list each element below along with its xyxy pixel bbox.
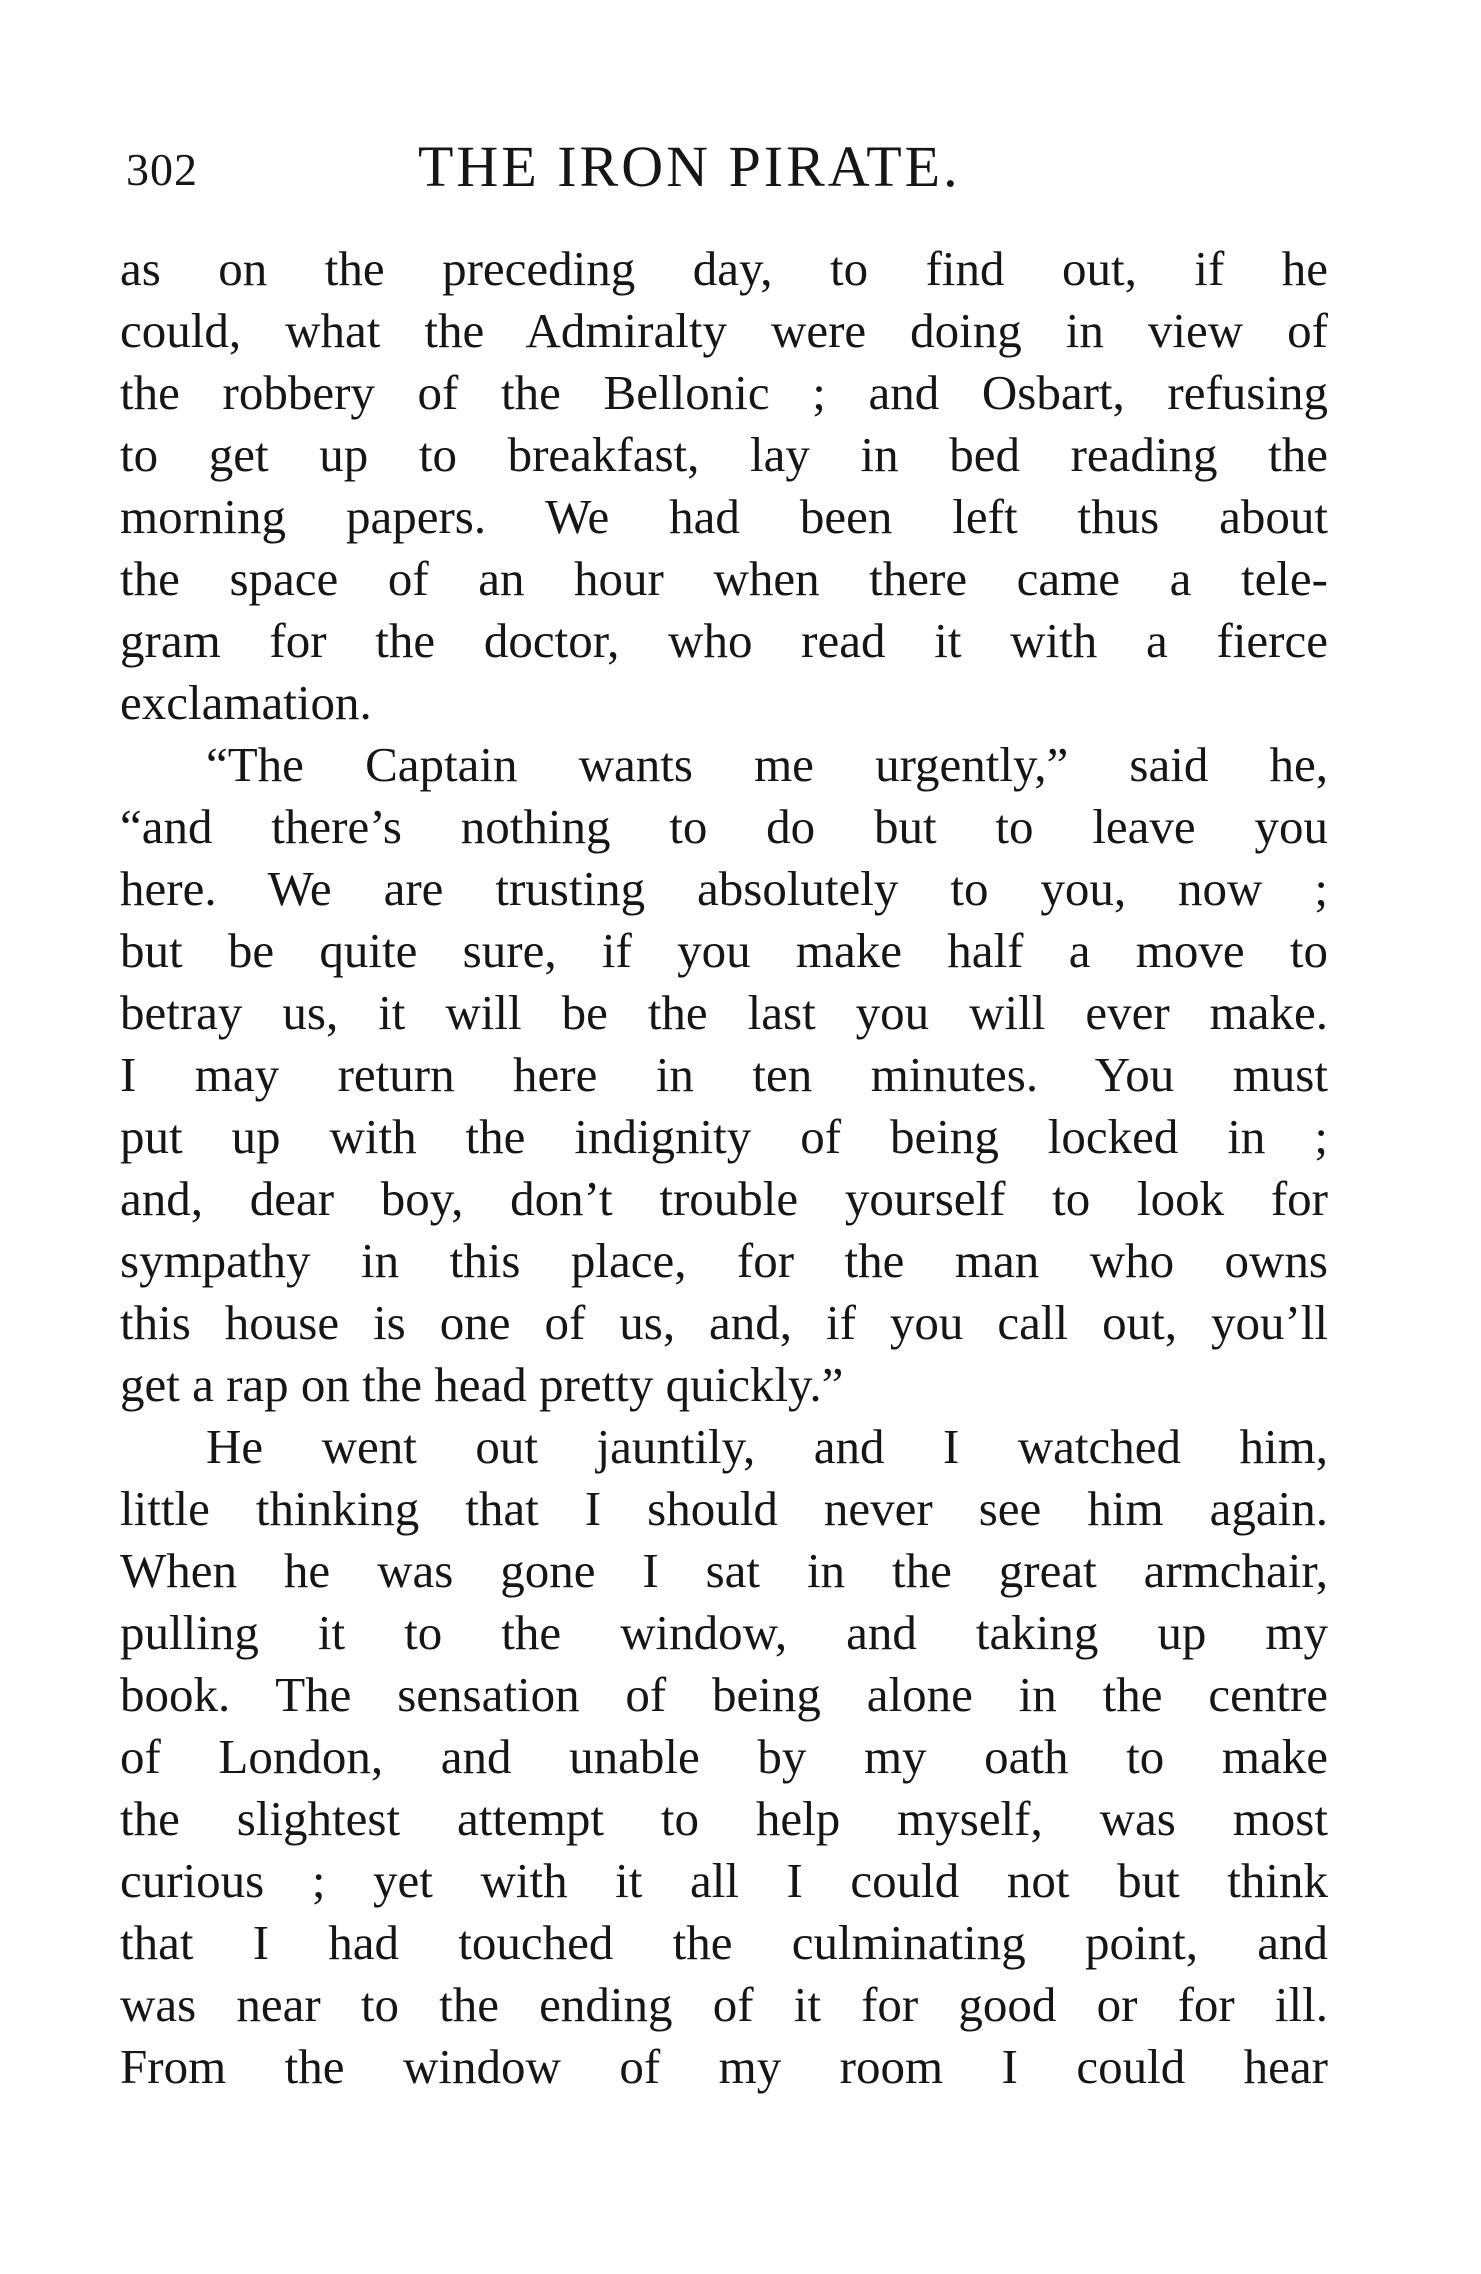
text-line: to get up to breakfast, lay in bed reading the — [120, 427, 1328, 482]
text-line: little thinking that I should never see him again. — [120, 1481, 1328, 1536]
text-line: I may return here in ten minutes. You must — [120, 1047, 1328, 1102]
text-line: was near to the ending of it for good or for ill. — [120, 1977, 1328, 2032]
text-line: the space of an hour when there came a tele- — [120, 551, 1328, 606]
text-line: betray us, it will be the last you will ever make. — [120, 985, 1328, 1040]
text-line: the slightest attempt to help myself, was most — [120, 1791, 1328, 1846]
text-line: this house is one of us, and, if you call out, you’ll — [120, 1295, 1328, 1350]
text-line: “and there’s nothing to do but to leave you — [120, 799, 1328, 854]
text-line: exclamation. — [120, 675, 372, 730]
text-line: sympathy in this place, for the man who owns — [120, 1233, 1328, 1288]
text-line: curious ; yet with it all I could not but think — [120, 1853, 1328, 1908]
text-line: “The Captain wants me urgently,” said he, — [206, 737, 1328, 792]
text-line: and, dear boy, don’t trouble yourself to look for — [120, 1171, 1328, 1226]
running-title: THE IRON PIRATE. — [418, 134, 961, 199]
text-line: When he was gone I sat in the great armchair, — [120, 1543, 1328, 1598]
text-line: as on the preceding day, to find out, if he — [120, 241, 1328, 296]
text-line: the robbery of the Bellonic ; and Osbart, refusing — [120, 365, 1328, 420]
text-line: gram for the doctor, who read it with a fierce — [120, 613, 1328, 668]
text-line: could, what the Admiralty were doing in view of — [120, 303, 1328, 358]
text-line: pulling it to the window, and taking up my — [120, 1605, 1328, 1660]
text-line: From the window of my room I could hear — [120, 2039, 1328, 2094]
body-text — [120, 238, 1328, 2098]
text-line: He went out jauntily, and I watched him, — [206, 1419, 1328, 1474]
text-line: get a rap on the head pretty quickly.” — [120, 1357, 844, 1412]
page-number: 302 — [126, 144, 198, 195]
text-line: put up with the indignity of being locked in ; — [120, 1109, 1328, 1164]
text-line: here. We are trusting absolutely to you, now ; — [120, 861, 1328, 916]
text-line: book. The sensation of being alone in the centre — [120, 1667, 1328, 1722]
text-line: of London, and unable by my oath to make — [120, 1729, 1328, 1784]
text-line: morning papers. We had been left thus about — [120, 489, 1328, 544]
text-line: that I had touched the culminating point, and — [120, 1915, 1328, 1970]
text-line: but be quite sure, if you make half a move to — [120, 923, 1328, 978]
